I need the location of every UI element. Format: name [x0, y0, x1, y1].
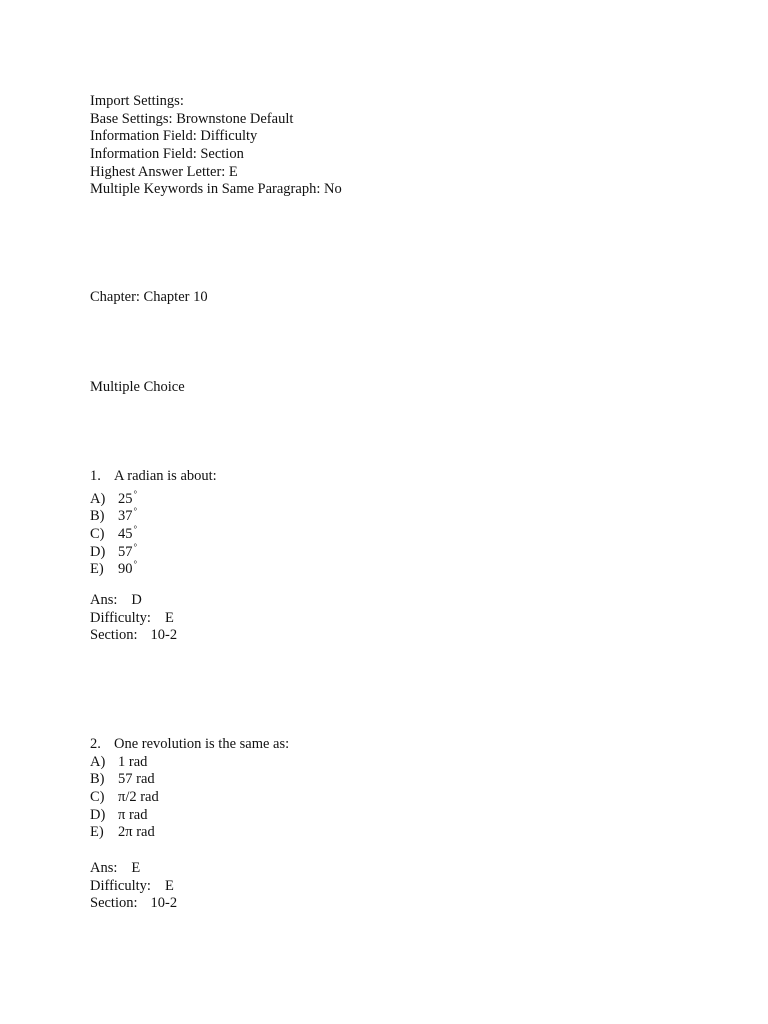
section-heading: Multiple Choice: [90, 379, 185, 395]
option-text: π rad: [118, 806, 148, 823]
option-letter: A): [90, 753, 106, 770]
option-text: 1 rad: [118, 753, 148, 770]
option-letter: D): [90, 806, 106, 823]
question-2-option-a: [90, 754, 289, 772]
section-value: 10-2: [150, 895, 178, 912]
multiple-keywords-line: Multiple Keywords in Same Paragraph: No: [90, 181, 342, 198]
question-1-text: A radian is about:: [114, 468, 217, 484]
degree-symbol: °: [133, 488, 138, 499]
degree-symbol: °: [133, 559, 138, 570]
question-1-answer: [90, 592, 217, 610]
highest-answer-letter-line: Highest Answer Letter: E: [90, 163, 238, 180]
option-text: 90: [118, 561, 133, 578]
section-heading-block: [90, 379, 185, 397]
question-2: [90, 736, 289, 913]
option-letter: C): [90, 789, 105, 806]
difficulty-value: E: [164, 609, 174, 626]
option-letter: B): [90, 508, 105, 525]
option-text: 57: [118, 543, 133, 560]
question-1-section: [90, 627, 217, 645]
import-settings-block: [90, 93, 342, 199]
ans-value: D: [131, 591, 142, 608]
ans-value: E: [131, 859, 141, 876]
question-2-text: One revolution is the same as:: [114, 736, 290, 752]
difficulty-label: Difficulty:: [90, 609, 151, 626]
question-2-option-b: [90, 771, 289, 789]
question-2-answer: [90, 860, 289, 878]
option-letter: E): [90, 824, 104, 841]
degree-symbol: °: [133, 524, 138, 535]
option-text: 45: [118, 526, 133, 543]
option-text: 57 rad: [118, 771, 155, 788]
question-2-number: 2.: [90, 736, 101, 752]
information-field-difficulty-line: Information Field: Difficulty: [90, 128, 258, 145]
question-2-stem: [90, 736, 289, 754]
chapter-block: [90, 289, 208, 307]
question-2-option-e: [90, 824, 289, 842]
question-1-option-b: [90, 503, 217, 525]
section-value: 10-2: [150, 627, 178, 644]
question-1-stem: [90, 468, 217, 486]
option-text: 2π rad: [118, 824, 155, 841]
option-letter: E): [90, 561, 104, 578]
question-2-section: [90, 895, 289, 913]
question-2-difficulty: [90, 878, 289, 896]
question-1-number: 1.: [90, 468, 101, 484]
option-letter: A): [90, 490, 106, 507]
option-letter: C): [90, 526, 105, 543]
ans-label: Ans:: [90, 591, 118, 608]
base-settings-line: Base Settings: Brownstone Default: [90, 110, 294, 127]
import-settings-heading: Import Settings:: [90, 93, 184, 109]
question-1-option-a: [90, 486, 217, 507]
option-text: 25: [118, 490, 133, 507]
blank-line: [90, 842, 289, 860]
chapter-title: Chapter: Chapter 10: [90, 289, 208, 305]
question-1-difficulty: [90, 610, 217, 628]
section-label: Section:: [90, 895, 138, 912]
difficulty-value: E: [164, 877, 174, 894]
question-1-option-e: [90, 556, 217, 578]
question-1-option-d: [90, 539, 217, 560]
information-field-section-line: Information Field: Section: [90, 146, 244, 163]
option-text: 37: [118, 508, 133, 525]
option-letter: D): [90, 543, 106, 560]
question-1: [90, 468, 217, 645]
question-2-option-d: [90, 807, 289, 825]
degree-symbol: °: [133, 506, 138, 517]
question-1-option-c: [90, 521, 217, 543]
option-text: π/2 rad: [118, 789, 159, 806]
degree-symbol: °: [133, 541, 138, 552]
difficulty-label: Difficulty:: [90, 877, 151, 894]
option-letter: B): [90, 771, 105, 788]
section-label: Section:: [90, 627, 138, 644]
question-2-option-c: [90, 789, 289, 807]
ans-label: Ans:: [90, 859, 118, 876]
